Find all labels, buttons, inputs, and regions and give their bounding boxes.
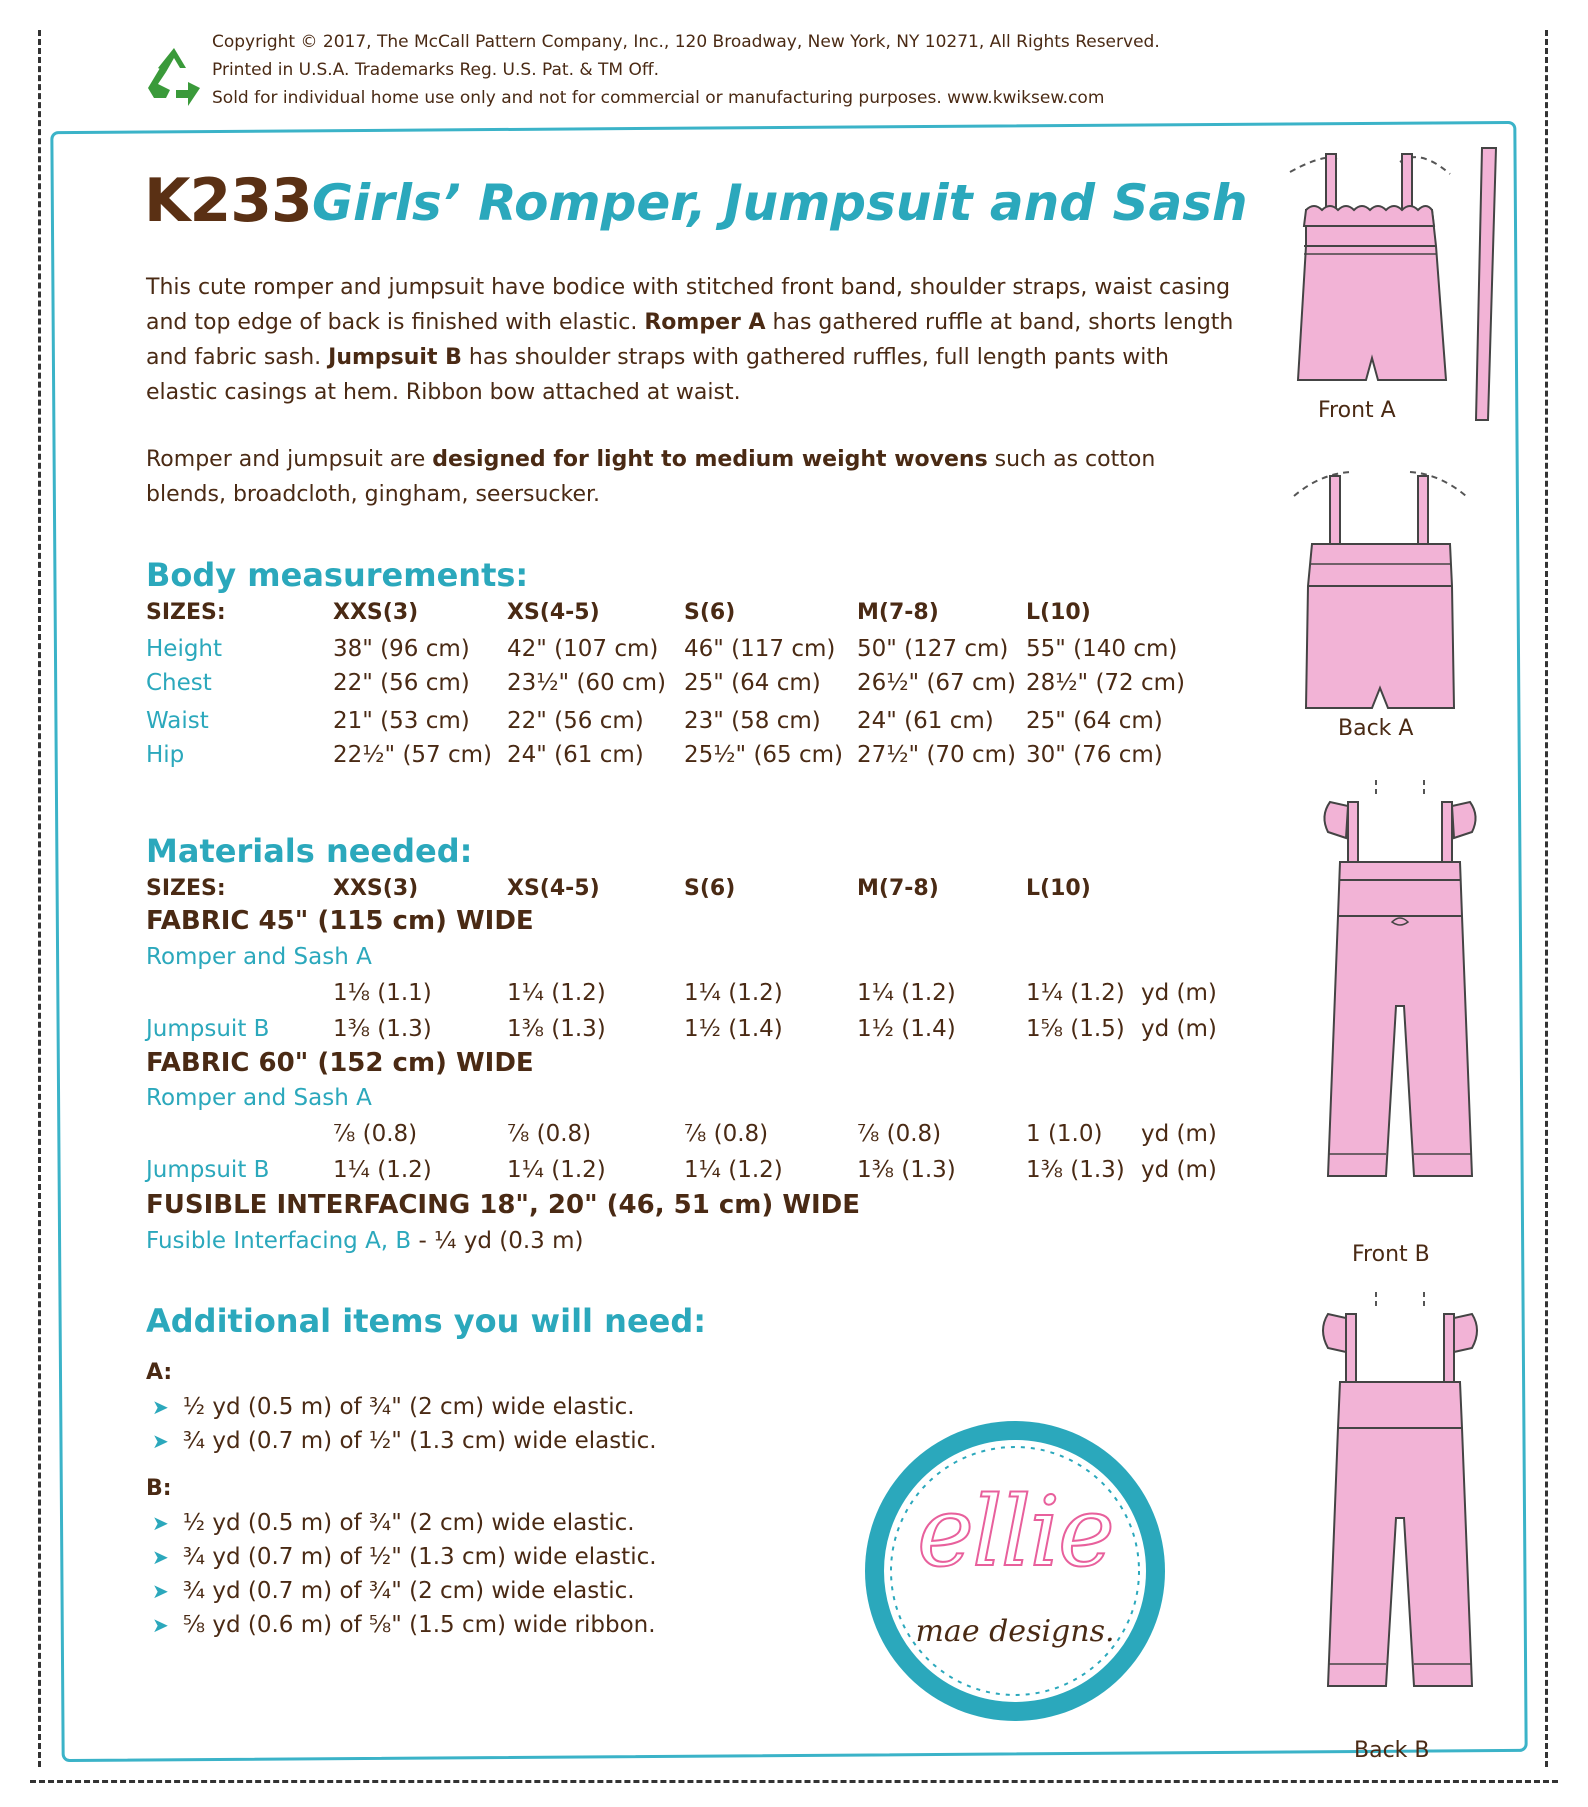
figure-label-front-a: Front A	[1318, 398, 1396, 423]
copyright-block	[212, 28, 1160, 112]
table-cell: 22" (56 cm)	[333, 670, 470, 696]
interfacing-heading: FUSIBLE INTERFACING 18", 20" (46, 51 cm) WIDE	[146, 1190, 861, 1220]
body-measurements-heading: Body measurements:	[146, 556, 529, 594]
unit-label: yd (m)	[1141, 1157, 1217, 1183]
arrow-bullet-icon: ➤	[152, 1545, 169, 1569]
cut-line-bottom	[30, 1780, 1558, 1783]
sizes-label: SIZES:	[146, 600, 226, 625]
size-header: M(7-8)	[857, 600, 939, 625]
table-cell: 1⅜ (1.3)	[857, 1157, 956, 1183]
table-cell: ⅞ (0.8)	[684, 1121, 769, 1147]
table-cell: 1½ (1.4)	[684, 1016, 783, 1042]
table-cell: ⅞ (0.8)	[507, 1121, 592, 1147]
size-header: S(6)	[684, 600, 736, 625]
table-cell: 1⅝ (1.5)	[1026, 1016, 1125, 1042]
table-cell: 42" (107 cm)	[507, 636, 659, 662]
table-cell: 24" (61 cm)	[857, 708, 994, 734]
list-item	[152, 1578, 635, 1604]
list-item	[152, 1394, 635, 1420]
list-item	[152, 1612, 656, 1638]
recycle-icon	[142, 44, 206, 108]
table-cell: 23" (58 cm)	[684, 708, 821, 734]
table-cell: 1¼ (1.2)	[684, 1157, 783, 1183]
table-cell: 21" (53 cm)	[333, 708, 470, 734]
materials-heading: Materials needed:	[146, 832, 473, 870]
table-cell: 1⅜ (1.3)	[1026, 1157, 1125, 1183]
table-cell: 1⅜ (1.3)	[507, 1016, 606, 1042]
row-label-hip: Hip	[146, 742, 185, 768]
interfacing-value: - ¼ yd (0.3 m)	[411, 1228, 584, 1254]
table-cell: 25½" (65 cm)	[684, 742, 844, 768]
table-cell: 25" (64 cm)	[1026, 708, 1163, 734]
desc-text: This cute romper and jumpsuit have bodice with stitched front band, shoulder straps, waist casing and top edge of back is finished with elastic.	[146, 275, 1231, 335]
logo-script: ellie	[917, 1476, 1113, 1588]
table-cell: 1¼ (1.2)	[1026, 980, 1125, 1006]
size-header: S(6)	[684, 876, 736, 901]
table-cell: 1 (1.0)	[1026, 1121, 1103, 1147]
desc-romper-a: Romper A	[644, 310, 766, 335]
row-label-chest: Chest	[146, 670, 212, 696]
pattern-code: K233	[144, 166, 312, 236]
desc-text: has shoulder straps with gathered ruffles, full length pants with elastic casings at hem. Ribbon bow attached at waist.	[146, 345, 1169, 405]
arrow-bullet-icon: ➤	[152, 1429, 169, 1453]
table-cell: 1⅛ (1.1)	[333, 980, 432, 1006]
unit-label: yd (m)	[1141, 980, 1217, 1006]
table-cell: 1¼ (1.2)	[333, 1157, 432, 1183]
table-cell: 30" (76 cm)	[1026, 742, 1163, 768]
desc-text: has gathered ruffle at band, shorts length and fabric sash.	[146, 310, 1234, 370]
size-header: L(10)	[1026, 600, 1091, 625]
table-cell: 23½" (60 cm)	[507, 670, 667, 696]
item-text: ¾ yd (0.7 m) of ½" (1.3 cm) wide elastic.	[182, 1544, 657, 1570]
back-b-illustration	[1300, 1288, 1500, 1724]
item-text: ½ yd (0.5 m) of ¾" (2 cm) wide elastic.	[182, 1394, 635, 1420]
item-text: ⅝ yd (0.6 m) of ⅝" (1.5 cm) wide ribbon.	[182, 1612, 656, 1638]
size-header: XS(4-5)	[507, 876, 600, 901]
cut-line-left	[38, 30, 41, 1767]
jumpsuit-label: Jumpsuit B	[146, 1016, 270, 1042]
romper-sash-label: Romper and Sash A	[146, 1085, 372, 1111]
table-cell: ⅞ (0.8)	[333, 1121, 418, 1147]
table-cell: 22" (56 cm)	[507, 708, 644, 734]
interfacing-line	[146, 1228, 584, 1254]
cut-line-right	[1545, 30, 1548, 1767]
list-item	[152, 1544, 657, 1570]
logo-tagline: mae designs.	[915, 1614, 1115, 1649]
arrow-bullet-icon: ➤	[152, 1579, 169, 1603]
figure-label-back-a: Back A	[1338, 716, 1414, 741]
trademark-line: Printed in U.S.A. Trademarks Reg. U.S. Pat. & TM Off.	[212, 60, 659, 80]
list-item	[152, 1510, 635, 1536]
description-paragraph-2	[146, 442, 1236, 512]
copyright-line: Copyright © 2017, The McCall Pattern Company, Inc., 120 Broadway, New York, NY 10271, All Rights Reserved.	[212, 32, 1160, 52]
table-cell: ⅞ (0.8)	[857, 1121, 942, 1147]
size-header: XXS(3)	[333, 600, 419, 625]
table-cell: 1⅜ (1.3)	[333, 1016, 432, 1042]
item-text: ¾ yd (0.7 m) of ¾" (2 cm) wide elastic.	[182, 1578, 635, 1604]
table-cell: 25" (64 cm)	[684, 670, 821, 696]
table-cell: 24" (61 cm)	[507, 742, 644, 768]
desc-text: such as cotton blends, broadcloth, gingham, seersucker.	[146, 447, 1156, 507]
back-a-illustration	[1280, 456, 1480, 716]
ellie-mae-logo	[860, 1416, 1170, 1726]
unit-label: yd (m)	[1141, 1121, 1217, 1147]
table-cell: 1¼ (1.2)	[857, 980, 956, 1006]
fabric-45-heading: FABRIC 45" (115 cm) WIDE	[146, 906, 534, 936]
row-label-height: Height	[146, 636, 223, 662]
item-text: ½ yd (0.5 m) of ¾" (2 cm) wide elastic.	[182, 1510, 635, 1536]
table-cell: 50" (127 cm)	[857, 636, 1009, 662]
arrow-bullet-icon: ➤	[152, 1511, 169, 1535]
row-label-waist: Waist	[146, 708, 209, 734]
table-cell: 1¼ (1.2)	[507, 1157, 606, 1183]
unit-label: yd (m)	[1141, 1016, 1217, 1042]
usage-line: Sold for individual home use only and not for commercial or manufacturing purposes. www.kwiksew.com	[212, 88, 1105, 108]
description-paragraph-1	[146, 270, 1236, 410]
desc-fabric-weight: designed for light to medium weight wovens	[432, 447, 988, 472]
arrow-bullet-icon: ➤	[152, 1395, 169, 1419]
size-header: M(7-8)	[857, 876, 939, 901]
additional-items-heading: Additional items you will need:	[146, 1302, 707, 1340]
view-a-label: A:	[146, 1360, 173, 1385]
table-cell: 28½" (72 cm)	[1026, 670, 1186, 696]
romper-sash-label: Romper and Sash A	[146, 944, 372, 970]
arrow-bullet-icon: ➤	[152, 1613, 169, 1637]
table-cell: 1¼ (1.2)	[684, 980, 783, 1006]
figure-label-back-b: Back B	[1354, 1738, 1430, 1763]
front-b-illustration	[1300, 776, 1500, 1216]
sizes-label: SIZES:	[146, 876, 226, 901]
table-cell: 46" (117 cm)	[684, 636, 836, 662]
front-a-illustration	[1270, 140, 1510, 430]
pattern-title: Girls’ Romper, Jumpsuit and Sash	[312, 174, 1248, 232]
table-cell: 22½" (57 cm)	[333, 742, 493, 768]
size-header: XS(4-5)	[507, 600, 600, 625]
desc-text: Romper and jumpsuit are	[146, 447, 433, 472]
item-text: ¾ yd (0.7 m) of ½" (1.3 cm) wide elastic.	[182, 1428, 657, 1454]
interfacing-label: Fusible Interfacing A, B	[146, 1228, 412, 1254]
size-header: L(10)	[1026, 876, 1091, 901]
table-cell: 1¼ (1.2)	[507, 980, 606, 1006]
list-item	[152, 1428, 657, 1454]
table-cell: 1½ (1.4)	[857, 1016, 956, 1042]
view-b-label: B:	[146, 1476, 172, 1501]
jumpsuit-label: Jumpsuit B	[146, 1157, 270, 1183]
table-cell: 26½" (67 cm)	[857, 670, 1017, 696]
figure-label-front-b: Front B	[1352, 1242, 1430, 1267]
table-cell: 38" (96 cm)	[333, 636, 470, 662]
fabric-60-heading: FABRIC 60" (152 cm) WIDE	[146, 1048, 534, 1078]
table-cell: 55" (140 cm)	[1026, 636, 1178, 662]
size-header: XXS(3)	[333, 876, 419, 901]
desc-jumpsuit-b: Jumpsuit B	[328, 345, 462, 370]
table-cell: 27½" (70 cm)	[857, 742, 1017, 768]
